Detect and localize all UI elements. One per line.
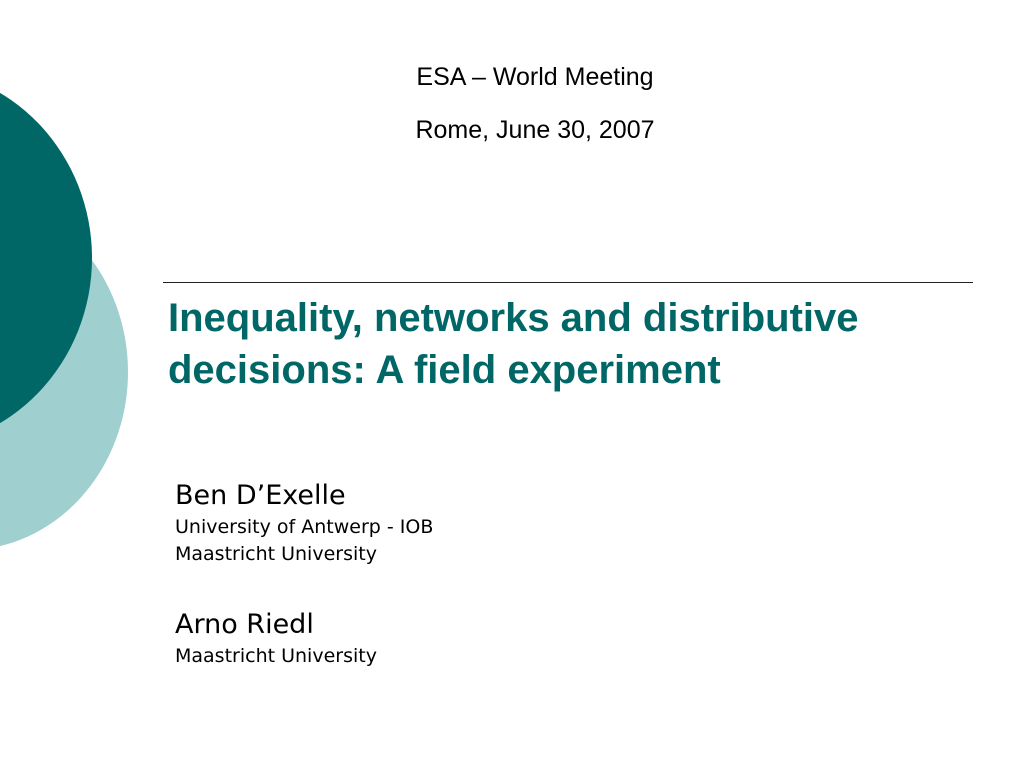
title-line-2: decisions: A field experiment	[168, 348, 721, 392]
title-divider-line	[163, 282, 973, 283]
author-affiliation: Maastricht University	[175, 645, 377, 667]
author-name: Ben D’Exelle	[175, 480, 346, 511]
title-line-1: Inequality, networks and distributive	[168, 296, 859, 340]
slide-title	[168, 292, 998, 396]
author-block-2	[175, 607, 377, 670]
author-affiliation: Maastricht University	[175, 543, 377, 565]
event-date-location: Rome, June 30, 2007	[415, 116, 655, 144]
author-affiliation: University of Antwerp - IOB	[175, 516, 434, 538]
event-name: ESA – World Meeting	[416, 63, 654, 91]
author-name: Arno Riedl	[175, 609, 314, 640]
author-block-1	[175, 478, 433, 568]
